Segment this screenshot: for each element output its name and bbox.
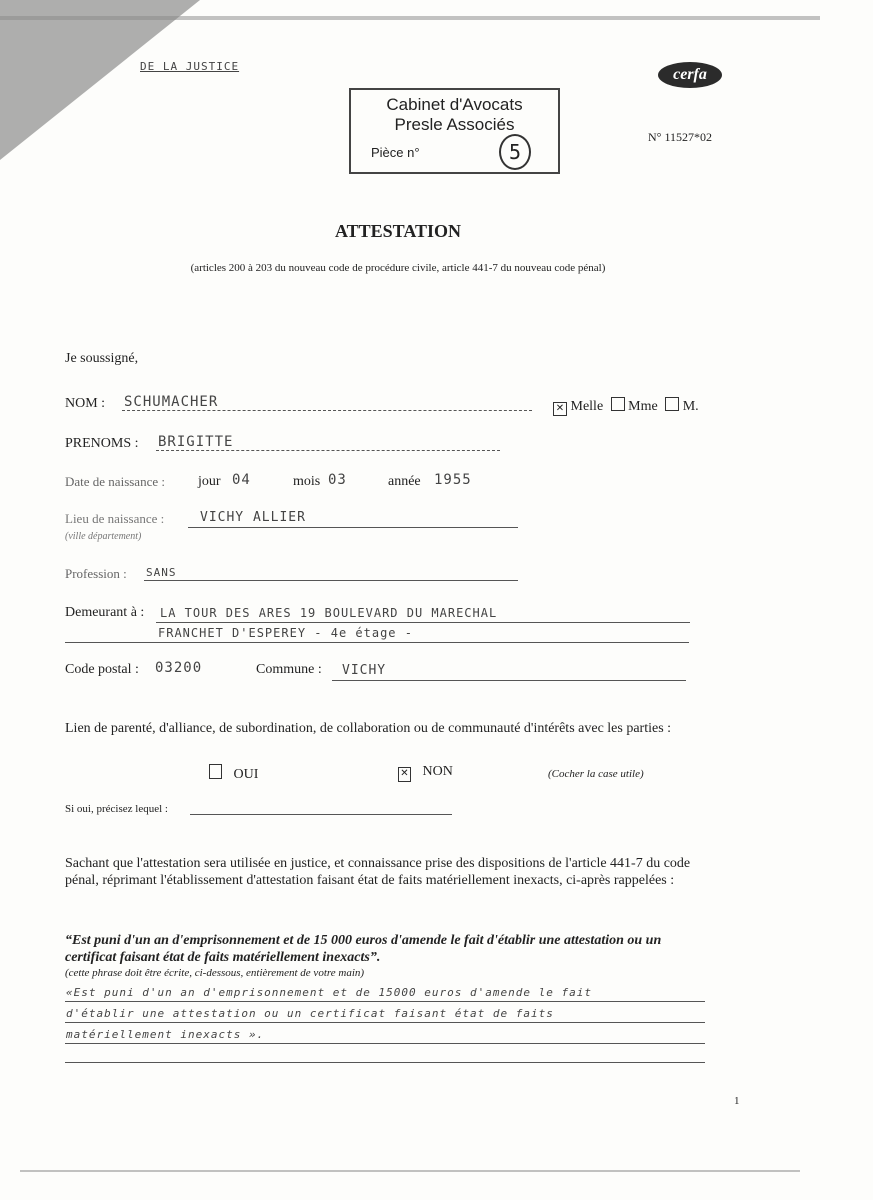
annee-value[interactable]: 1955 [434, 472, 472, 488]
scan-bottom-edge [20, 1170, 800, 1172]
lieu-line [188, 527, 518, 528]
jour-label: jour [198, 474, 221, 489]
profession-line [144, 580, 518, 581]
demeurant-underline-2 [65, 642, 689, 643]
birth-label: Date de naissance : [65, 474, 165, 489]
hw-underline-1 [65, 1001, 705, 1002]
ministry-header: DE LA JUSTICE [140, 60, 240, 73]
handwritten-line-1[interactable]: «Est puni d'un an d'emprisonnement et de 15000 euros d'amende le fait [66, 986, 592, 999]
quote-instruction: (cette phrase doit être écrite, ci-dessous, entièrement de votre main) [65, 967, 365, 979]
checkbox-non[interactable]: ✕ [398, 767, 411, 782]
form-number: N° 11527*02 [648, 130, 713, 144]
non-label: NON [422, 764, 453, 779]
nom-value[interactable]: SCHUMACHER [124, 394, 219, 410]
checkbox-m[interactable] [665, 397, 679, 411]
lien-question: Lien de parenté, d'alliance, de subordination, de collaboration ou de communauté d'intérêts avec les parties : [65, 721, 672, 736]
nom-label: NOM : [65, 396, 106, 411]
oui-option [209, 764, 258, 783]
jour-value[interactable]: 04 [232, 472, 251, 488]
cerfa-logo-text: cerfa [673, 66, 707, 83]
lieu-label: Lieu de naissance : [65, 511, 165, 526]
mois-label: mois [293, 474, 321, 489]
cerfa-logo [658, 62, 722, 88]
civility-m-label: M. [682, 399, 699, 414]
lien-hint: (Cocher la case utile) [548, 768, 644, 780]
stamp-piece-number: 5 [499, 134, 531, 170]
stamp-line-2: Presle Associés [394, 115, 515, 134]
nom-line [122, 410, 532, 411]
code-postal-label: Code postal : [65, 662, 139, 677]
lieu-sublabel: (ville département) [65, 531, 142, 542]
checkbox-melle[interactable]: ✕ [553, 402, 567, 416]
stamp-line-1: Cabinet d'Avocats [386, 95, 523, 114]
lieu-value[interactable]: VICHY ALLIER [200, 510, 306, 525]
oui-label: OUI [233, 767, 259, 782]
prenoms-line [156, 450, 500, 451]
non-option [398, 764, 453, 782]
commune-value[interactable]: VICHY [342, 663, 387, 678]
hw-underline-3 [65, 1043, 705, 1044]
handwritten-line-2[interactable]: d'établir une attestation ou un certificat faisant état de faits [66, 1007, 554, 1020]
precisez-line [190, 814, 452, 815]
prenoms-label: PRENOMS : [65, 436, 139, 451]
checkbox-oui[interactable] [209, 764, 222, 779]
hw-underline-4 [65, 1062, 705, 1063]
document-title: ATTESTATION [334, 221, 462, 241]
prenoms-value[interactable]: BRIGITTE [158, 434, 234, 450]
scan-shadow [0, 0, 200, 160]
civility-mme-label: Mme [628, 399, 658, 414]
demeurant-label: Demeurant à : [65, 605, 145, 620]
page-number: 1 [734, 1095, 740, 1107]
stamp-piece-label: Pièce n° [371, 145, 420, 160]
profession-label: Profession : [65, 566, 127, 581]
demeurant-line-2[interactable]: FRANCHET D'ESPEREY - 4e étage - [158, 626, 413, 640]
annee-label: année [388, 474, 421, 489]
mois-value[interactable]: 03 [328, 472, 347, 488]
lawyer-stamp [349, 88, 560, 174]
scan-top-edge [0, 16, 820, 20]
demeurant-line-1[interactable]: LA TOUR DES ARES 19 BOULEVARD DU MARECHAL [160, 606, 498, 620]
checkbox-mme[interactable] [611, 397, 625, 411]
code-postal-value[interactable]: 03200 [155, 660, 203, 676]
handwritten-line-3[interactable]: matériellement inexacts ». [66, 1028, 265, 1041]
commune-line [332, 680, 686, 681]
precisez-label: Si oui, précisez lequel : [65, 803, 168, 815]
commune-label: Commune : [256, 662, 322, 677]
demeurant-underline-1 [156, 622, 690, 623]
document-subtitle: (articles 200 à 203 du nouveau code de procédure civile, article 441-7 du nouveau code pénal) [190, 262, 606, 274]
sachant-paragraph: Sachant que l'attestation sera utilisée en justice, et connaissance prise des dispositions de l'article 441-7 du code pénal, réprimant l'établissement d'attestation faisant état de faits matériellement inexacts, ci-après rappelées : [65, 856, 691, 888]
civility-melle-label: Melle [570, 399, 604, 414]
legal-quote: “Est puni d'un an d'emprisonnement et de 15 000 euros d'amende le fait d'établir une attestation ou un certificat faisant état de faits matériellement inexacts”. [65, 933, 662, 965]
hw-underline-2 [65, 1022, 705, 1023]
profession-value[interactable]: SANS [146, 566, 177, 579]
civility-group [553, 397, 699, 416]
intro-text: Je soussigné, [65, 351, 139, 366]
